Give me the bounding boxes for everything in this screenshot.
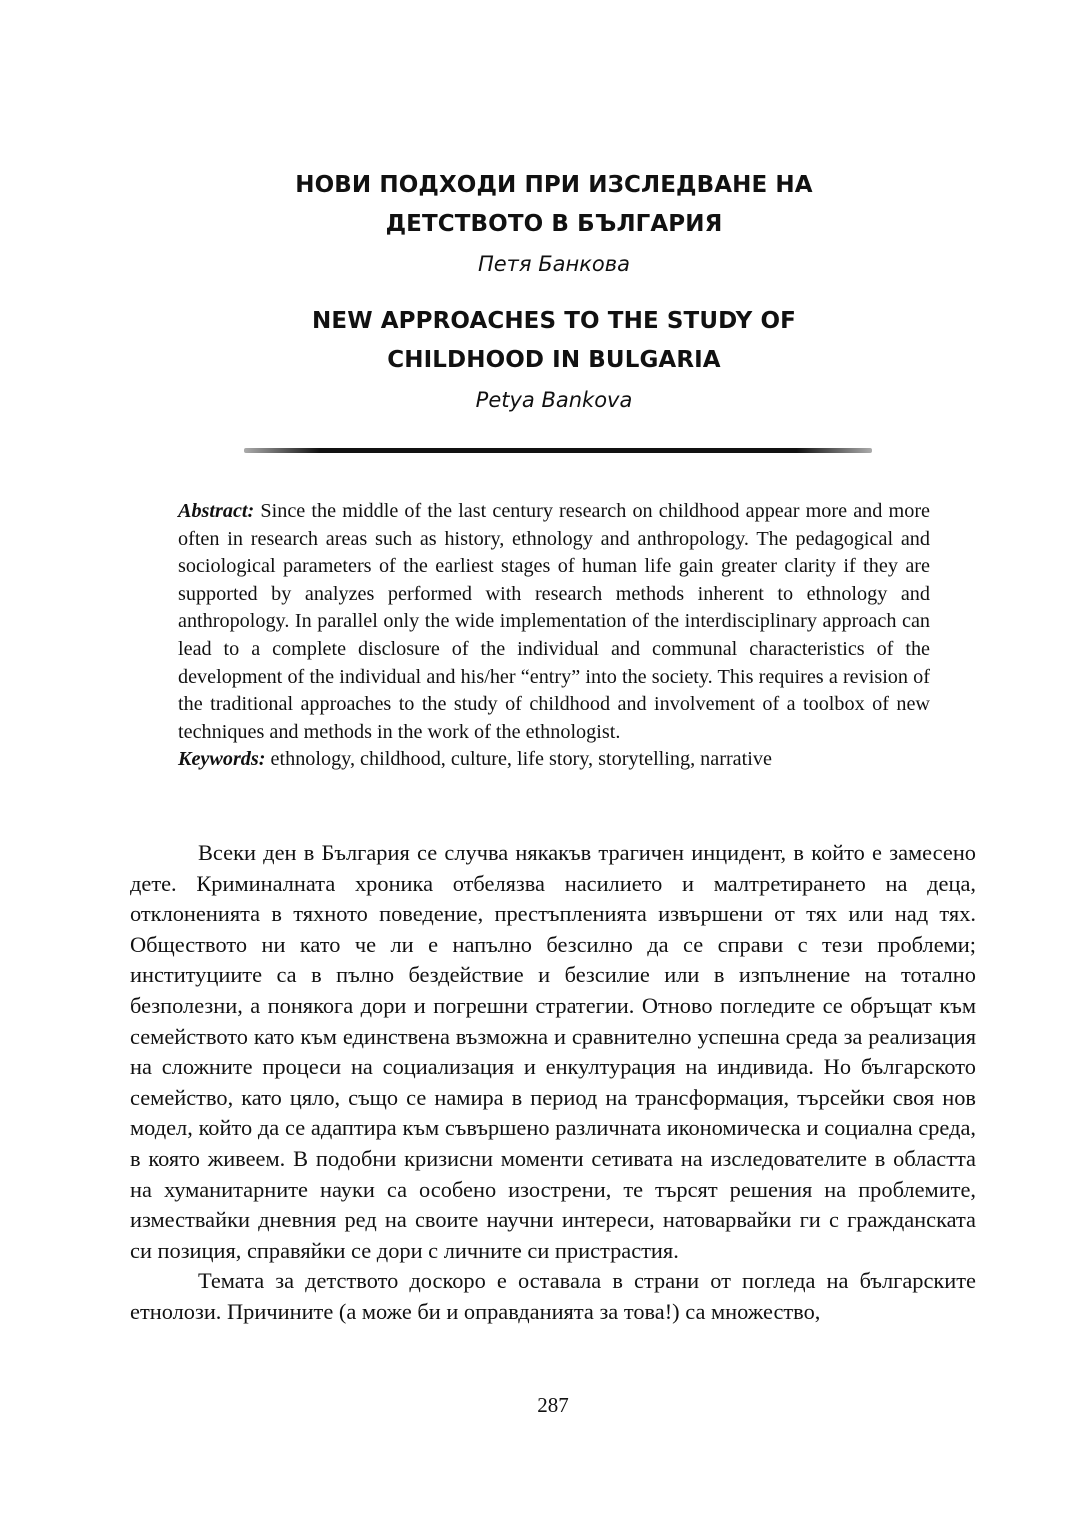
title-bg-line-2: ДЕТСТВОТО В БЪЛГАРИЯ	[385, 211, 723, 237]
title-en-line-2: CHILDHOOD IN BULGARIA	[387, 347, 721, 373]
abstract-paragraph	[178, 498, 930, 746]
body-paragraph-1: Всеки ден в България се случва някакъв трагичен инцидент, в който е замесено дете. Криминалната хроника отбелязва насилието и малтретирането на деца, отклоненията в тяхното поведение, престъпленията извършени от тях или над тях. Обществото ни като че ли е напълно безсилно да се справи с тези проблеми; институциите са в пълно бездействие и безсилие или в изпълнение на тотално безполезни, а понякога дори и погрешни стратегии. Отново погледите се обръщат към семейството като към единствена възможна и сравнително успешна среда за реализация на сложните процеси на социализация и енкултурация на индивида. Но българското семейство, като цяло, също се намира в период на трансформация, търсейки своя нов модел, който да се адаптира към съвършено различната икономическа и социална среда, в която живеем. В подобни кризисни моменти сетивата на изследователите в областта на хуманитарните науки са особено изострени, те търсят решения на проблемите, измествайки дневния ред на своите научни интереси, натоварвайки ги с гражданската си позиция, справяйки се дори с личните си пристрастия.	[130, 840, 976, 1263]
abstract-block	[178, 498, 930, 774]
keywords-paragraph	[178, 746, 930, 774]
author-bg: Петя Банкова	[477, 252, 631, 276]
body-paragraph-2: Темата за детството доскоро е оставала в страни от погледа на българските етнолози. Причините (а може би и оправданията за това!) са множество,	[130, 1268, 976, 1324]
abstract-text: Since the middle of the last century research on childhood appear more and more often in research areas such as history, ethnology and anthropology. The pedagogical and sociological parameters of the earliest stages of human life gain greater clarity if they are supported by analyzes performed with research methods inherent to ethnology and anthropology. In parallel only the wide implementation of the interdisciplinary approach can lead to a complete disclosure of the individual and communal characteristics of the development of the individual and his/her “entry” into the society. This requires a revision of the traditional approaches to the study of childhood and involvement of a toolbox of new techniques and methods in the work of the ethnologist.	[178, 500, 930, 743]
page-number: 287	[537, 1393, 569, 1417]
keywords-text: ethnology, childhood, culture, life story, storytelling, narrative	[265, 748, 772, 771]
author-en: Petya Bankova	[475, 388, 633, 412]
abstract-label: Abstract:	[178, 500, 255, 522]
title-en-line-1: NEW APPROACHES TO THE STUDY OF	[312, 308, 796, 334]
body-text	[130, 838, 976, 1328]
keywords-label: Keywords:	[178, 748, 266, 771]
title-block	[0, 166, 1080, 416]
title-divider-rule	[244, 448, 872, 453]
title-bg-line-1: НОВИ ПОДХОДИ ПРИ ИЗСЛЕДВАНЕ НА	[295, 172, 813, 198]
